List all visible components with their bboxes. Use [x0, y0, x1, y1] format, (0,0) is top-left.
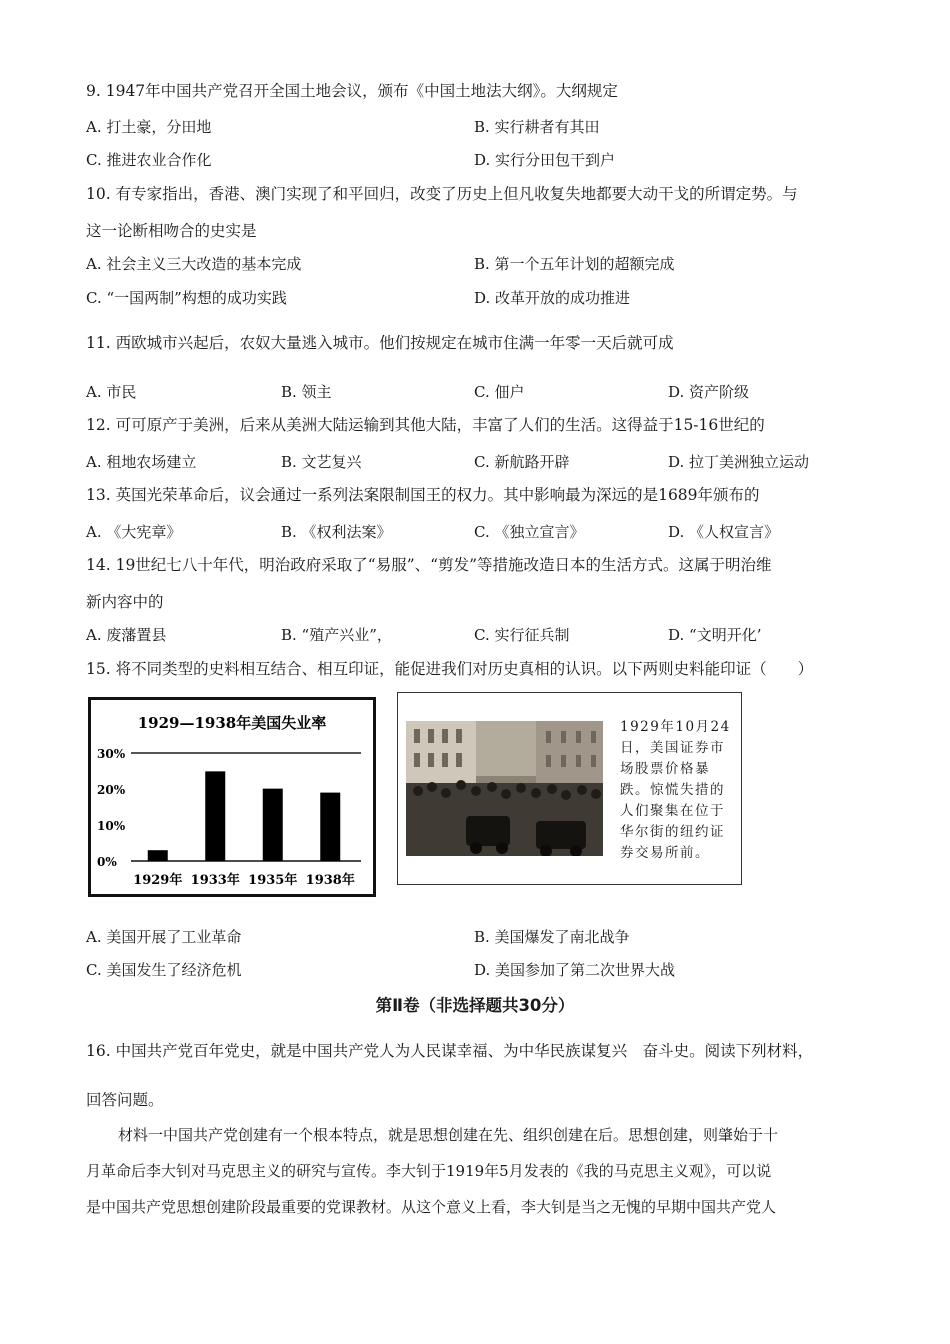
q14-option-c[interactable]: C. 实行征兵制 [474, 626, 570, 644]
q15-stem: 15. 将不同类型的史料相互结合、相互印证，能促进我们对历史真相的认识。以下两则史料能印证（ ） [86, 660, 814, 678]
q9-option-b[interactable]: B. 实行耕者有其田 [474, 118, 600, 136]
bar-1935年 [263, 789, 283, 861]
q12-option-c[interactable]: C. 新航路开辟 [474, 453, 570, 471]
q9-option-a[interactable]: A. 打土豪，分田地 [86, 118, 212, 136]
unemployment-chart-svg [91, 700, 373, 894]
q12-option-b[interactable]: B. 文艺复兴 [281, 453, 362, 471]
x-tick-label: 1929年 [133, 873, 183, 888]
q11-option-c[interactable]: C. 佃户 [474, 383, 525, 401]
q13-option-c[interactable]: C. 《独立宣言》 [474, 523, 585, 541]
q16-stem-line2: 回答问题。 [86, 1091, 164, 1109]
q9-option-d[interactable]: D. 实行分田包干到户 [474, 151, 616, 169]
q15-option-a[interactable]: A. 美国开展了工业革命 [86, 928, 242, 946]
unemployment-chart [88, 697, 376, 897]
q12-stem: 12. 可可原产于美洲，后来从美洲大陆运输到其他大陆，丰富了人们的生活。这得益于15-16世纪的 [86, 416, 765, 434]
q12-option-d[interactable]: D. 拉丁美洲独立运动 [668, 453, 810, 471]
bar-1933年 [205, 771, 225, 861]
q9-option-c[interactable]: C. 推进农业合作化 [86, 151, 212, 169]
y-tick-label: 20% [97, 783, 126, 797]
q16-stem-line1: 16. 中国共产党百年党史，就是中国共产党人为人民谋幸福、为中华民族谋复兴 奋斗史。阅读下列材料， [86, 1042, 814, 1060]
q16-material-line2: 月革命后李大钊对马克思主义的研究与宣传。李大钊于1919年5月发表的《我的马克思主义观》，可以说 [86, 1162, 772, 1180]
q15-option-d[interactable]: D. 美国参加了第二次世界大战 [474, 961, 676, 979]
q13-option-b[interactable]: B. 《权利法案》 [281, 523, 392, 541]
q10-option-c[interactable]: C. “一国两制”构想的成功实践 [86, 289, 287, 307]
q14-option-a[interactable]: A. 废藩置县 [86, 626, 167, 644]
q11-stem: 11. 西欧城市兴起后，农奴大量逃入城市。他们按规定在城市住满一年零一天后就可成 [86, 334, 674, 352]
section-2-title: 第Ⅱ卷（非选择题共30分） [375, 996, 575, 1015]
x-tick-label: 1935年 [248, 873, 298, 888]
q14-option-d[interactable]: D. “文明开化’ [668, 626, 762, 644]
q11-option-d[interactable]: D. 资产阶级 [668, 383, 750, 401]
bar-1929年 [148, 850, 168, 861]
bar-1938年 [320, 793, 340, 861]
q9-stem: 9. 1947年中国共产党召开全国土地会议，颁布《中国土地法大纲》。大纲规定 [86, 82, 618, 100]
q13-option-a[interactable]: A. 《大宪章》 [86, 523, 182, 541]
q10-option-b[interactable]: B. 第一个五年计划的超额完成 [474, 255, 675, 273]
q13-stem: 13. 英国光荣革命后，议会通过一系列法案限制国王的权力。其中影响最为深远的是1689年颁布的 [86, 486, 760, 504]
q11-option-b[interactable]: B. 领主 [281, 383, 332, 401]
q14-option-b[interactable]: B. “殖产兴业”， [281, 626, 392, 644]
q14-stem-line1: 14. 19世纪七八十年代，明治政府采取了“易服”、“剪发”等措施改造日本的生活方式。这属于明治维 [86, 556, 772, 574]
q14-stem-line2: 新内容中的 [86, 593, 164, 611]
x-tick-label: 1938年 [305, 873, 355, 888]
q10-stem-line2: 这一论断相吻合的史实是 [86, 222, 257, 240]
chart-title: 1929—1938年美国失业率 [137, 714, 327, 732]
photo-caption: 1929年10月24日，美国证券市场股票价格暴跌。惊慌失措的人们聚集在位于华尔街的纽约证券交易所前。 [620, 719, 731, 861]
q10-stem-line1: 10. 有专家指出，香港、澳门实现了和平回归，改变了历史上但凡收复失地都要大动干戈的所谓定势。与 [86, 185, 798, 203]
q12-option-a[interactable]: A. 租地农场建立 [86, 453, 197, 471]
q15-option-b[interactable]: B. 美国爆发了南北战争 [474, 928, 630, 946]
q16-material-line1: 材料一中国共产党创建有一个根本特点，就是思想创建在先、组织创建在后。思想创建，则肇始于十 [118, 1126, 779, 1144]
y-tick-label: 0% [97, 855, 117, 869]
y-tick-label: 10% [97, 819, 126, 833]
wall-street-crowd-photo [406, 721, 603, 856]
q10-option-a[interactable]: A. 社会主义三大改造的基本完成 [86, 255, 302, 273]
q15-option-c[interactable]: C. 美国发生了经济危机 [86, 961, 242, 979]
q10-option-d[interactable]: D. 改革开放的成功推进 [474, 289, 631, 307]
q13-option-d[interactable]: D. 《人权宣言》 [668, 523, 780, 541]
source-photo-card [397, 692, 742, 885]
x-tick-label: 1933年 [190, 873, 240, 888]
q11-option-a[interactable]: A. 市民 [86, 383, 137, 401]
y-tick-label: 30% [97, 747, 126, 761]
q16-material-line3: 是中国共产党思想创建阶段最重要的党课教材。从这个意义上看，李大钊是当之无愧的早期中国共产党人 [86, 1198, 777, 1216]
